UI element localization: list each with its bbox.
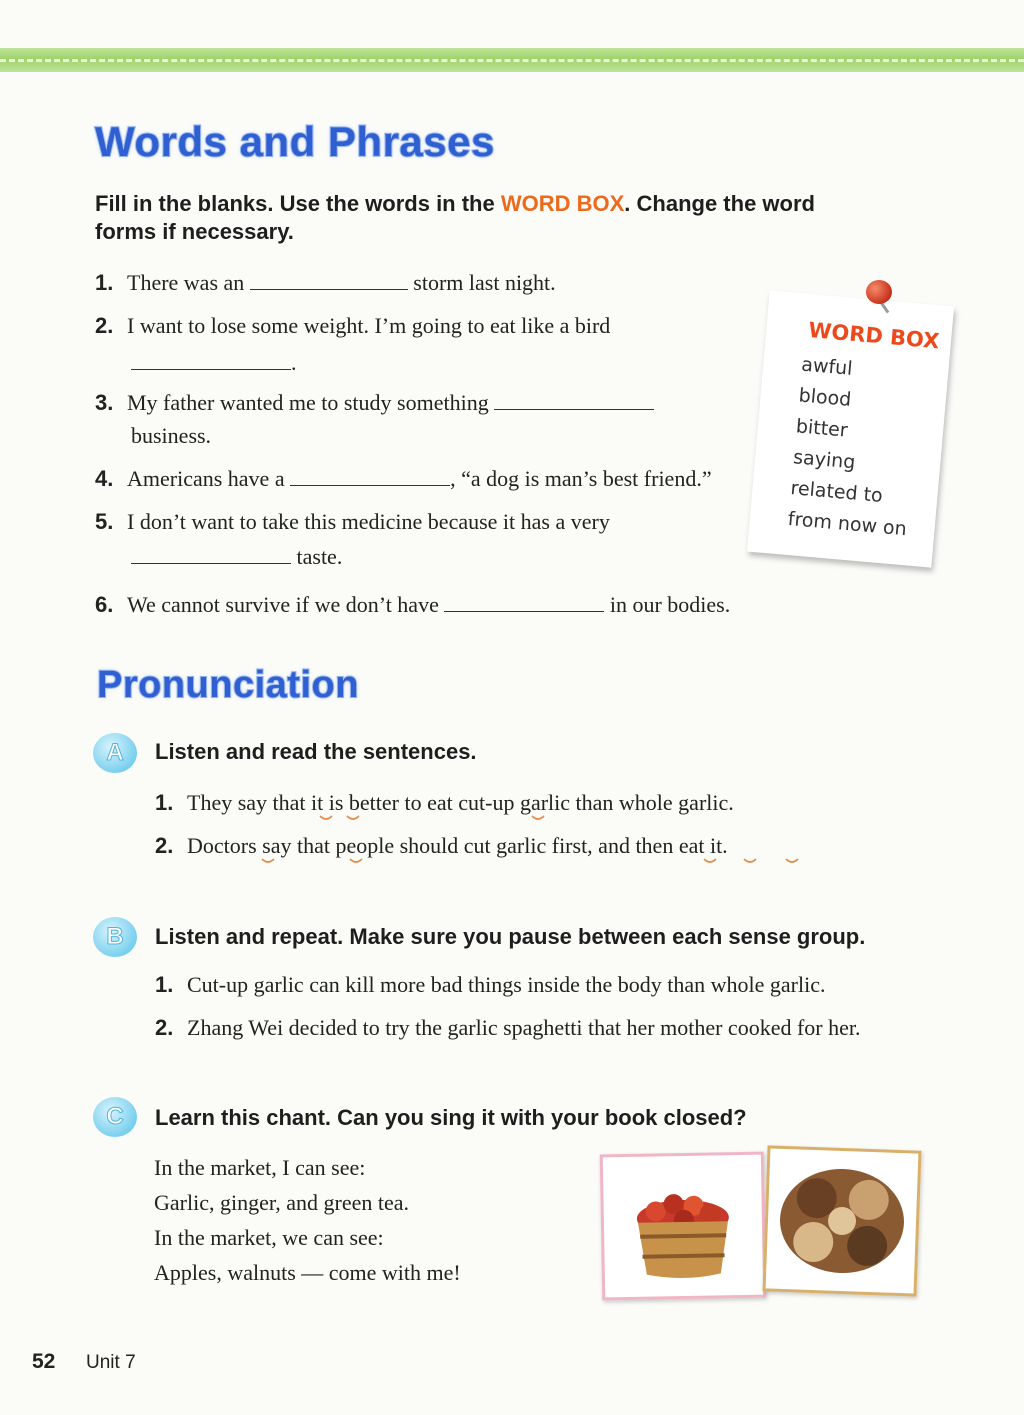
linking-mark: [786, 859, 798, 862]
item-text: I don’t want to take this medicine because it has a very: [127, 509, 610, 534]
walnuts-image: [766, 1148, 919, 1293]
badge-b-icon: B: [93, 917, 137, 957]
item-text: There was an: [127, 270, 245, 295]
task-a-item-2: [155, 833, 728, 859]
item-number: 2.: [95, 313, 114, 338]
linking-mark: [350, 859, 362, 862]
item-number: 5.: [95, 509, 114, 534]
badge-a-icon: A: [93, 733, 137, 773]
word-box-title: WORD BOX: [807, 318, 941, 354]
words-instruction-line2: forms if necessary.: [95, 219, 294, 244]
word-box-item: bitter: [795, 415, 849, 442]
item-number: 3.: [95, 390, 114, 415]
item-text: We cannot survive if we don’t have: [127, 592, 439, 617]
item-text: My father wanted me to study something: [127, 390, 489, 415]
instruction-highlight: WORD BOX: [500, 191, 625, 216]
exercise-item-3-cont: business.: [131, 423, 212, 448]
item-text: They say that it is better to eat cut-up garlic than whole garlic.: [187, 790, 734, 815]
badge-c-icon: C: [93, 1097, 137, 1137]
unit-label: Unit 7: [86, 1352, 136, 1373]
item-text: .: [291, 350, 297, 375]
word-box-item: related to: [789, 477, 884, 508]
task-b-item-2: [155, 1015, 860, 1041]
chant-line: In the market, we can see:: [154, 1225, 384, 1250]
task-c-instruction: Learn this chant. Can you sing it with your book closed?: [155, 1105, 747, 1130]
item-text: Cut-up garlic can kill more bad things inside the body than whole garlic.: [187, 972, 826, 997]
task-b-instruction: Listen and repeat. Make sure you pause between each sense group.: [155, 924, 866, 949]
linking-mark: [262, 859, 274, 862]
word-box-item: saying: [792, 446, 857, 474]
item-number: 1.: [95, 270, 114, 295]
item-text: taste.: [296, 544, 343, 569]
chant-line: Garlic, ginger, and green tea.: [154, 1190, 410, 1215]
linking-mark: [347, 816, 359, 819]
apples-basket-image: [603, 1155, 763, 1298]
item-number: 4.: [95, 466, 114, 491]
word-box-item: from now on: [786, 507, 908, 541]
task-b-item-1: [155, 972, 825, 998]
linking-mark: [704, 859, 716, 862]
item-number: 6.: [95, 592, 114, 617]
page-number: 52: [32, 1350, 56, 1373]
item-text: I want to lose some weight. I’m going to eat like a bird: [127, 313, 611, 338]
item-number: 2.: [155, 833, 174, 858]
item-text: in our bodies.: [609, 592, 731, 617]
chant-line: Apples, walnuts — come with me!: [154, 1260, 461, 1285]
instruction-text: Fill in the blanks. Use the words in the: [95, 191, 501, 216]
section-title-pronunciation: Pronunciation: [97, 664, 359, 706]
item-text: , “a dog is man’s best friend.”: [450, 466, 712, 491]
linking-mark: [320, 816, 332, 819]
item-text: Zhang Wei decided to try the garlic spaghetti that her mother cooked for her.: [187, 1015, 861, 1040]
item-text: storm last night.: [413, 270, 556, 295]
chant-line: In the market, I can see:: [154, 1155, 366, 1180]
section-title-words-and-phrases: Words and Phrases: [95, 118, 495, 165]
linking-mark: [744, 859, 756, 862]
item-number: 1.: [155, 790, 174, 815]
item-number: 1.: [155, 972, 174, 997]
item-number: 2.: [155, 1015, 174, 1040]
item-text: Doctors say that people should cut garlic first, and then eat it.: [187, 833, 728, 858]
apples-basket-photo: [600, 1152, 767, 1301]
word-box-item: awful: [800, 353, 854, 380]
instruction-text: . Change the word: [624, 191, 815, 216]
linking-mark: [532, 816, 544, 819]
word-box-item: blood: [797, 384, 853, 411]
task-a-instruction: Listen and read the sentences.: [155, 739, 477, 764]
item-text: Americans have a: [127, 466, 285, 491]
walnuts-photo: [762, 1145, 921, 1296]
